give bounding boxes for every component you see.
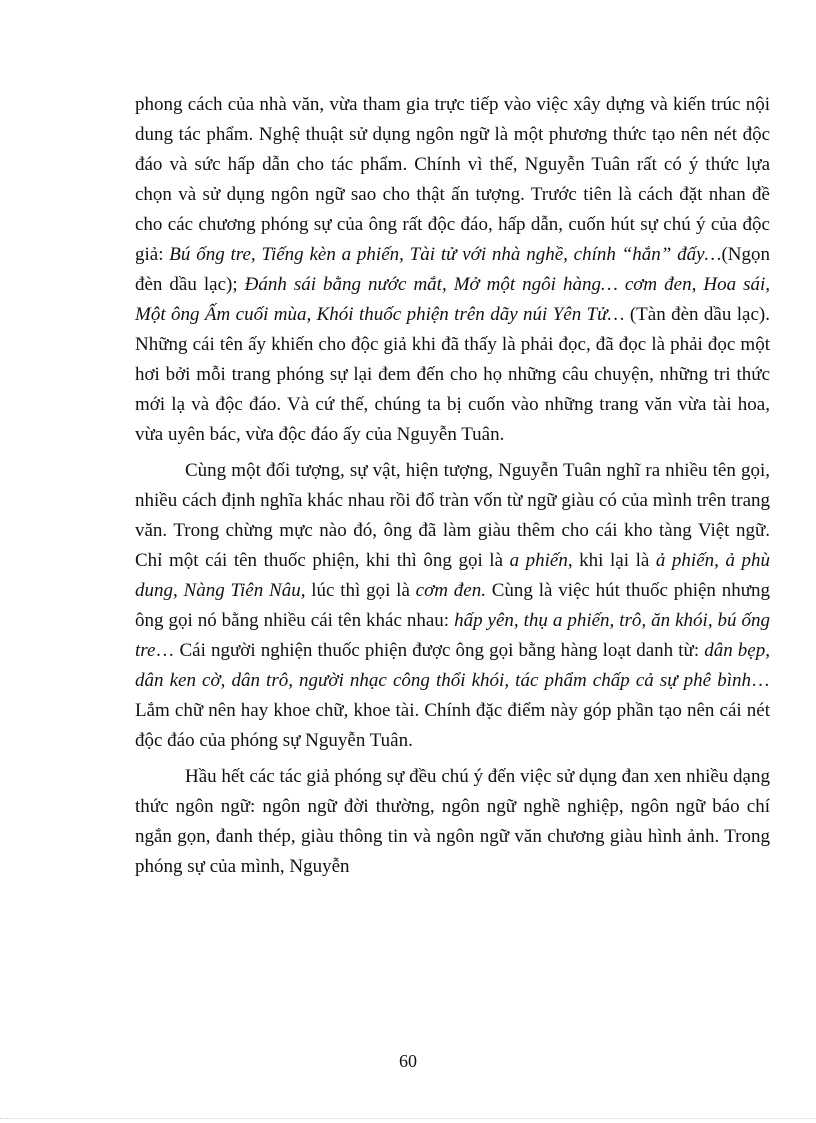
italic-text-run: dân bẹp, dân ken cờ, dân trô, người nhạc công thổi khói, tác phẩm chấp cả sự phê bình [135,640,770,691]
page-number: 60 [399,1051,417,1071]
paragraph [135,762,770,882]
italic-text-run: Đánh sái bằng nước mắt, Mở một ngôi hàng… cơm đen, Hoa sái, Một ông Ấm cuối mùa, Khói thuốc phiện trên dãy núi Yên Tử… [135,274,770,325]
paragraph [135,456,770,756]
text-run: Cùng một đối tượng, sự vật, hiện tượng, Nguyễn Tuân nghĩ ra nhiều tên gọi, nhiều cách định nghĩa khác nhau rồi đổ tràn vốn từ ngữ giàu có của mình trên trang văn. Trong chừng mực nào đó, ông đã làm giàu thêm cho cái kho tàng Việt ngữ. Chỉ một cái tên thuốc phiện, khi thì ông gọi là [135,460,770,571]
body-text [135,90,770,882]
text-run: … Lắm chữ nên hay khoe chữ, khoe tài. Chính đặc điểm này góp phần tạo nên cái nét độc đáo của phóng sự Nguyễn Tuân. [135,670,770,751]
italic-text-run: hấp yên, thụ a phiến, trô, ăn khói, bú ống tre [135,610,770,661]
page-edge-divider [0,1118,816,1119]
italic-text-run: ả phiến, ả phù dung, Nàng Tiên Nâu, [135,550,771,601]
text-run: lúc thì gọi là [305,580,416,601]
text-run: (Tàn đèn dầu lạc). Những cái tên ấy khiến cho độc giả khi đã thấy là phải đọc, đã đọc là phải đọc một hơi bởi mỗi trang phóng sự lại đem đến cho họ những câu chuyện, những tri thức mới lạ và độc đáo. Và cứ thế, chúng ta bị cuốn vào những trang văn vừa tài hoa, vừa uyên bác, vừa độc đáo ấy của Nguyễn Tuân. [135,304,770,445]
italic-text-run: Bú ống tre, Tiếng kèn a phiến, Tài tử với nhà nghề, chính “hắn” đấy… [169,244,722,265]
text-run: phong cách của nhà văn, vừa tham gia trực tiếp vào việc xây dựng và kiến trúc nội dung tác phẩm. Nghệ thuật sử dụng ngôn ngữ là một phương thức tạo nên nét độc đáo và sức hấp dẫn cho tác phẩm. Chính vì thế, Nguyễn Tuân rất có ý thức lựa chọn và sử dụng ngôn ngữ sao cho thật ấn tượng. Trước tiên là cách đặt nhan đề cho các chương phóng sự của ông rất độc đáo, hấp dẫn, cuốn hút sự chú ý của độc giả: [135,94,770,265]
text-run: Hầu hết các tác giả phóng sự đều chú ý đến việc sử dụng đan xen nhiều dạng thức ngôn ngữ: ngôn ngữ đời thường, ngôn ngữ nghề nghiệp, ngôn ngữ báo chí ngắn gọn, đanh thép, giàu thông tin và ngôn ngữ văn chương giàu hình ảnh. Trong phóng sự của mình, Nguyễn [135,766,770,877]
text-run: (Ngọn đèn dầu lạc); [135,244,770,295]
italic-text-run: cơm đen. [415,580,486,601]
text-run: … Cái người nghiện thuốc phiện được ông gọi bằng hàng loạt danh từ: [155,640,705,661]
paragraph [135,90,770,450]
italic-text-run: a phiến [509,550,568,571]
text-run: Cùng là việc hút thuốc phiện nhưng ông gọi nó bằng nhiều cái tên khác nhau: [135,580,771,631]
text-run: , khi lại là [567,550,656,571]
